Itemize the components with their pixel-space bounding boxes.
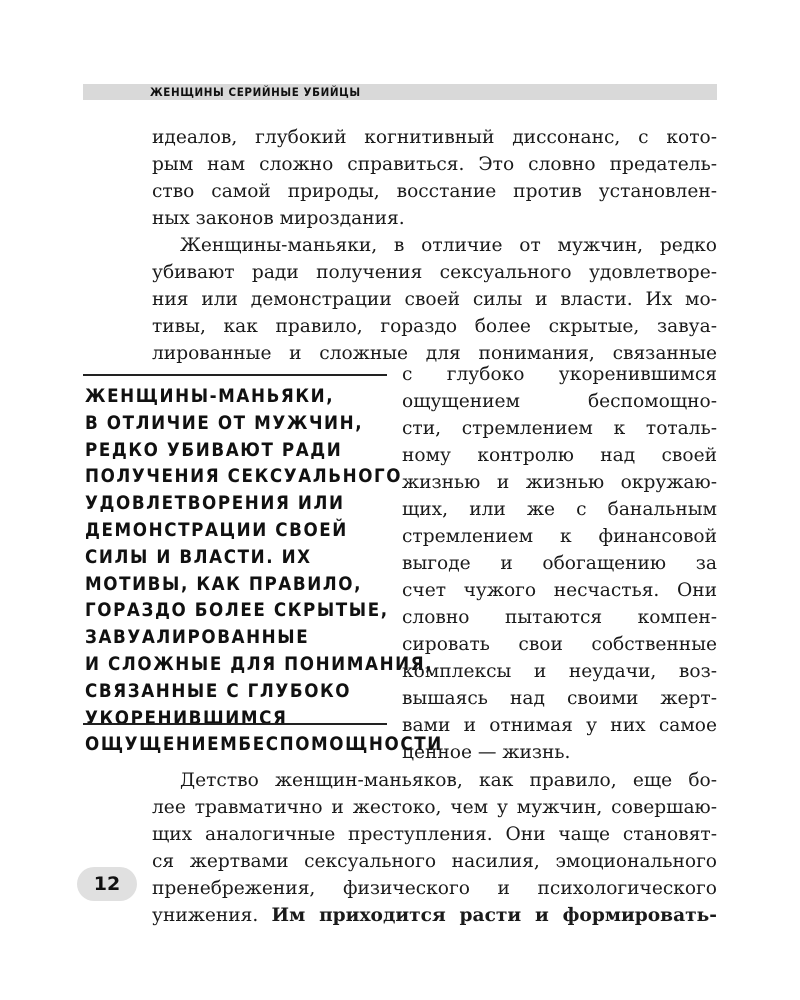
body-line: с глубоко укоренившимся (402, 364, 717, 385)
body-line: ство самой природы, восстание против установлен- (152, 181, 717, 202)
pull-quote-line: МОТИВЫ, КАК ПРАВИЛО, (85, 573, 363, 595)
body-line: счет чужого несчастья. Они (402, 580, 717, 601)
body-line: щих, или же с банальным (402, 499, 717, 520)
body-line: вышаясь над своими жерт- (402, 688, 717, 709)
body-line: лированные и сложные для понимания, связанные (152, 343, 717, 364)
pull-quote-line: ПОЛУЧЕНИЯ СЕКСУАЛЬНОГО (85, 466, 403, 488)
body-line: убивают ради получения сексуального удовлетворе- (152, 262, 717, 283)
body-line: тивы, как правило, гораздо более скрытые, завуа- (152, 316, 717, 337)
body-line-last (152, 903, 717, 929)
body-line: вами и отнимая у них самое (402, 715, 717, 736)
body-line: стремлением к финансовой (402, 526, 717, 547)
body-line-last-normal: унижения. (152, 905, 259, 926)
page-number: 12 (93, 873, 121, 895)
body-line: ных законов мироздания. (152, 208, 405, 229)
body-line: комплексы и неудачи, воз- (402, 661, 717, 682)
body-line: ощущением беспомощно- (402, 391, 717, 412)
body-line: щих аналогичные преступления. Они чаще становят- (152, 824, 717, 845)
pull-quote (85, 384, 443, 759)
body-line: ния или демонстрации своей силы и власти. Их мо- (152, 289, 717, 310)
pull-quote-line: ОЩУЩЕНИЕМБЕСПОМОЩНОСТИ (85, 734, 443, 756)
pull-quote-line: ЖЕНЩИНЫ-МАНЬЯКИ, (85, 386, 335, 407)
body-line: сти, стремлением к тоталь- (402, 418, 717, 439)
pull-quote-line: РЕДКО УБИВАЮТ РАДИ (85, 439, 343, 461)
body-line: ному контролю над своей (402, 445, 717, 466)
body-line: идеалов, глубокий когнитивный диссонанс, с кото- (152, 127, 717, 148)
body-line: выгоде и обогащению за (402, 553, 717, 574)
body-line: пренебрежения, физического и психологического (152, 878, 717, 899)
body-line: сировать свои собственные (402, 634, 717, 655)
pull-quote-line: УДОВЛЕТВОРЕНИЯ ИЛИ (85, 493, 345, 515)
pull-quote-line: СВЯЗАННЫЕ С ГЛУБОКО (85, 680, 352, 702)
pull-quote-line: В ОТЛИЧИЕ ОТ МУЖЧИН, (85, 412, 364, 434)
body-line: жизнью и жизнью окружаю- (402, 472, 717, 493)
body-line: словно пытаются компен- (402, 607, 717, 628)
pull-quote-line: СИЛЫ И ВЛАСТИ. ИХ (85, 546, 312, 568)
pull-quote-line: И СЛОЖНЫЕ ДЛЯ ПОНИМАНИЯ, (85, 653, 434, 675)
pull-quote-line: УКОРЕНИВШИМСЯ (85, 707, 288, 729)
running-header-title: ЖЕНЩИНЫ СЕРИЙНЫЕ УБИЙЦЫ (150, 85, 361, 99)
body-line-last-bold: Им приходится расти и формировать- (271, 905, 717, 926)
body-line: ся жертвами сексуального насилия, эмоционального (152, 851, 717, 872)
body-line: Женщины-маньяки, в отличие от мужчин, редко (180, 235, 717, 256)
pull-quote-top-rule (83, 374, 387, 376)
body-line: Детство женщин-маньяков, как правило, еще бо- (180, 770, 717, 791)
pull-quote-line: ГОРАЗДО БОЛЕЕ СКРЫТЫЕ, (85, 600, 389, 622)
body-line: рым нам сложно справиться. Это словно предатель- (152, 154, 717, 175)
body-line: лее травматично и жестоко, чем у мужчин, совершаю- (152, 797, 717, 818)
pull-quote-line: ЗАВУАЛИРОВАННЫЕ (85, 627, 310, 649)
pull-quote-bottom-rule (83, 723, 387, 725)
pull-quote-line: ДЕМОНСТРАЦИИ СВОЕЙ (85, 519, 348, 541)
body-line: ценное — жизнь. (402, 742, 571, 763)
